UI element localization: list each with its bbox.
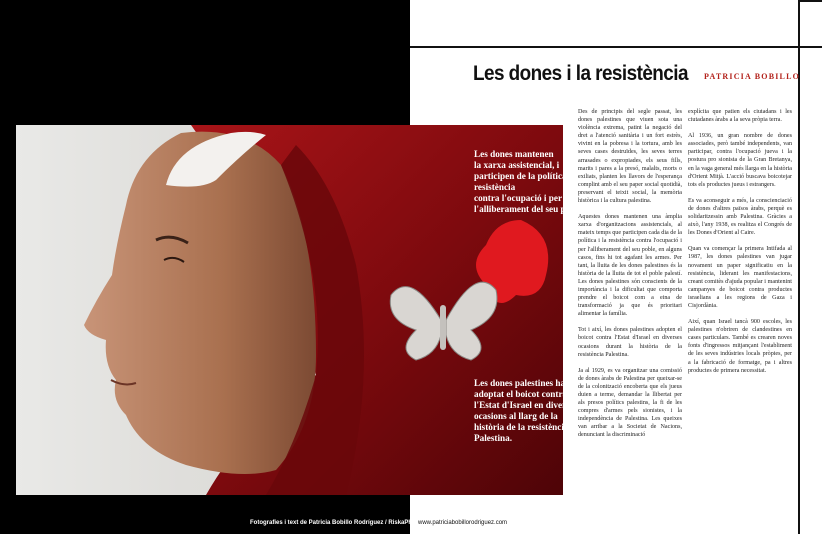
pull-quote-2 — [474, 378, 578, 444]
photo-credit: Fotografies i text de Patricia Bobillo Rodríguez / RiskaPhoto — [250, 520, 422, 526]
article-column-2 — [688, 108, 792, 383]
pull-quote-line: la xarxa assistencial, i — [474, 160, 560, 170]
article-paragraph: Des de principis del segle passat, les dones palestines que viuen sota una violència extrema, patint la negació del dret a l'atenció sanitària i un fort estrès, vivint en la pobresa i la tortura, amb les seves cases destruïdes, les seves terres arrasades o expropiades, els seus fills, marits i pares a la presó, malalts, morts o exiliats, planten les llavors de l'esperança complint amb el seu paper social quotidià, preservant el teixit social, la memòria històrica i la cultura palestina. — [578, 109, 682, 205]
corner-rule — [798, 0, 822, 2]
pull-quote-line: adoptat el boicot contra — [474, 389, 568, 399]
article-paragraph: Es va aconseguir a més, la conscienciació de dones d'altres països àrabs, perquè es solidaritzessin amb Palestina. Gràcies a això, l'any 1938, es realitza el Congrés de les Dones d'Orient al Caire. — [688, 197, 792, 237]
pull-quote-line: Palestina. — [474, 433, 513, 443]
article-byline: PATRICIA BOBILLO — [704, 72, 801, 81]
article-paragraph: Aquestes dones mantenen una àmplia xarxa d'organitzacions assistencials, al mateix temps que participen cada dia de la política i la resistència contra l'ocupació i per l'alliberament del seu poble, en alguns casos, fins hi tot agafant les armes. Per tant, la lluita de les dones palestines és la història de la lluita de tot el poble palestí. Les dones palestines són conscients de la importància i la dificultat que comporta prendre el boicot com a eina de transformació ja que és prioritari alimentar la família. — [578, 214, 682, 318]
pull-quote-line: ocasions al llarg de la — [474, 411, 558, 421]
pull-quote-line: història de la resistència — [474, 422, 569, 432]
pull-quote-line: Les dones mantenen — [474, 149, 554, 159]
article-paragraph: Quan va començar la primera Intifada al 1987, les dones palestines van jugar novament un paper significatiu en la resistència, liderant les manifestacions, creant comitès d'ajuda popular i mantenint campanyes de boicot contra productes israelians a les regions de Gaza i Cisjordània. — [688, 246, 792, 309]
pull-quote-line: resistència — [474, 182, 516, 192]
article-paragraph: Així, quan Israel tancà 900 escoles, les palestines n'obriren de clandestines en cases particulars. També es crearen noves fonts d'ingressos mitjançant l'establiment de les seves indústries locals pròpies, per a la fabricació de formatge, pa i altres productes de primera necessitat. — [688, 319, 792, 374]
pull-quote-line: l'alliberament del seu poble — [474, 204, 582, 214]
pull-quote-line: l'Estat d'Israel en diverses — [474, 400, 578, 410]
pull-quote-line: participen de la política i la — [474, 171, 581, 181]
pull-quote-1 — [474, 149, 582, 215]
article-paragraph: Al 1936, un gran nombre de dones associades, però també independents, van participar, contra l'ocupació jueva i la postura pro sionista de la Gran Bretanya, en la vaga general més llarga en la història d'Orient Mitjà. L'acció buscava boicotejar tots els productes jueus i estrangers. — [688, 133, 792, 188]
article-paragraph: Ja al 1929, es va organitzar una comissió de dones àrabs de Palestina per queixar-se de la colonització encoberta que els jueus duien a terme, demandar la llibertat per als presos polítics palestins, la fi de les compres d'armes pels sionistes, i la independència de Palestina. Les queixes van arribar a la Societat de Nacions, denunciant la discriminació — [578, 367, 682, 439]
pull-quote-line: contra l'ocupació i per — [474, 193, 563, 203]
article-paragraph: Tot i així, les dones palestines adopten el boicot contra l'Estat d'Israel en diverses ocasions durant la història de la resistència Palestina. — [578, 327, 682, 358]
article-column-1 — [578, 108, 682, 448]
website-link[interactable]: www.patriciabobillorodriguez.com — [418, 520, 508, 526]
article-paragraph: explícita que patien els ciutadans i les ciutadanes àrabs a la seva pròpia terra. — [688, 109, 792, 124]
article-headline: Les dones i la resistència — [473, 62, 688, 85]
header-rule — [410, 46, 822, 48]
pull-quote-line: Les dones palestines han — [474, 378, 571, 388]
